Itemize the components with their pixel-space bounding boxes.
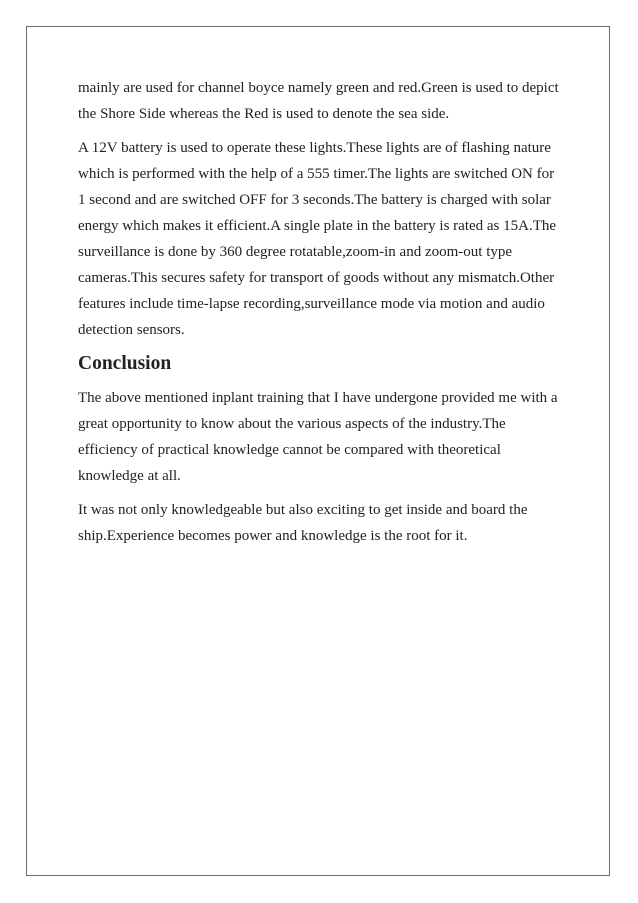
document-body [78, 75, 578, 557]
text-line: A 12V battery is used to operate these lights.These lights are of flashing nature [78, 140, 551, 156]
text-line: It was not only knowledgeable but also exciting to get inside and board the [78, 502, 528, 518]
text-line: features include time-lapse recording,surveillance mode via motion and audio [78, 296, 545, 312]
text-line: cameras.This secures safety for transport of goods without any mismatch.Other [78, 270, 555, 286]
text-line: efficiency of practical knowledge cannot be compared with theoretical [78, 442, 501, 458]
text-line: knowledge at all. [78, 468, 181, 484]
section-heading-conclusion: Conclusion [78, 353, 172, 374]
text-line: detection sensors. [78, 322, 185, 338]
paragraph-conclusion-experience [78, 497, 578, 549]
text-line: the Shore Side whereas the Red is used to denote the sea side. [78, 106, 450, 122]
text-line: which is performed with the help of a 555 timer.The lights are switched ON for [78, 166, 555, 182]
text-line: 1 second and are switched OFF for 3 seconds.The battery is charged with solar [78, 192, 551, 208]
text-line: energy which makes it efficient.A single plate in the battery is rated as 15A.The [78, 218, 557, 234]
paragraph-battery-surveillance [78, 135, 578, 343]
text-line: mainly are used for channel boyce namely green and red.Green is used to depict [78, 80, 559, 96]
text-line: great opportunity to know about the various aspects of the industry.The [78, 416, 506, 432]
paragraph-channel-buoys [78, 75, 578, 127]
text-line: surveillance is done by 360 degree rotatable,zoom-in and zoom-out type [78, 244, 513, 260]
text-line: ship.Experience becomes power and knowledge is the root for it. [78, 528, 468, 544]
paragraph-conclusion-training [78, 385, 578, 489]
text-line: The above mentioned inplant training that I have undergone provided me with a [78, 390, 558, 406]
